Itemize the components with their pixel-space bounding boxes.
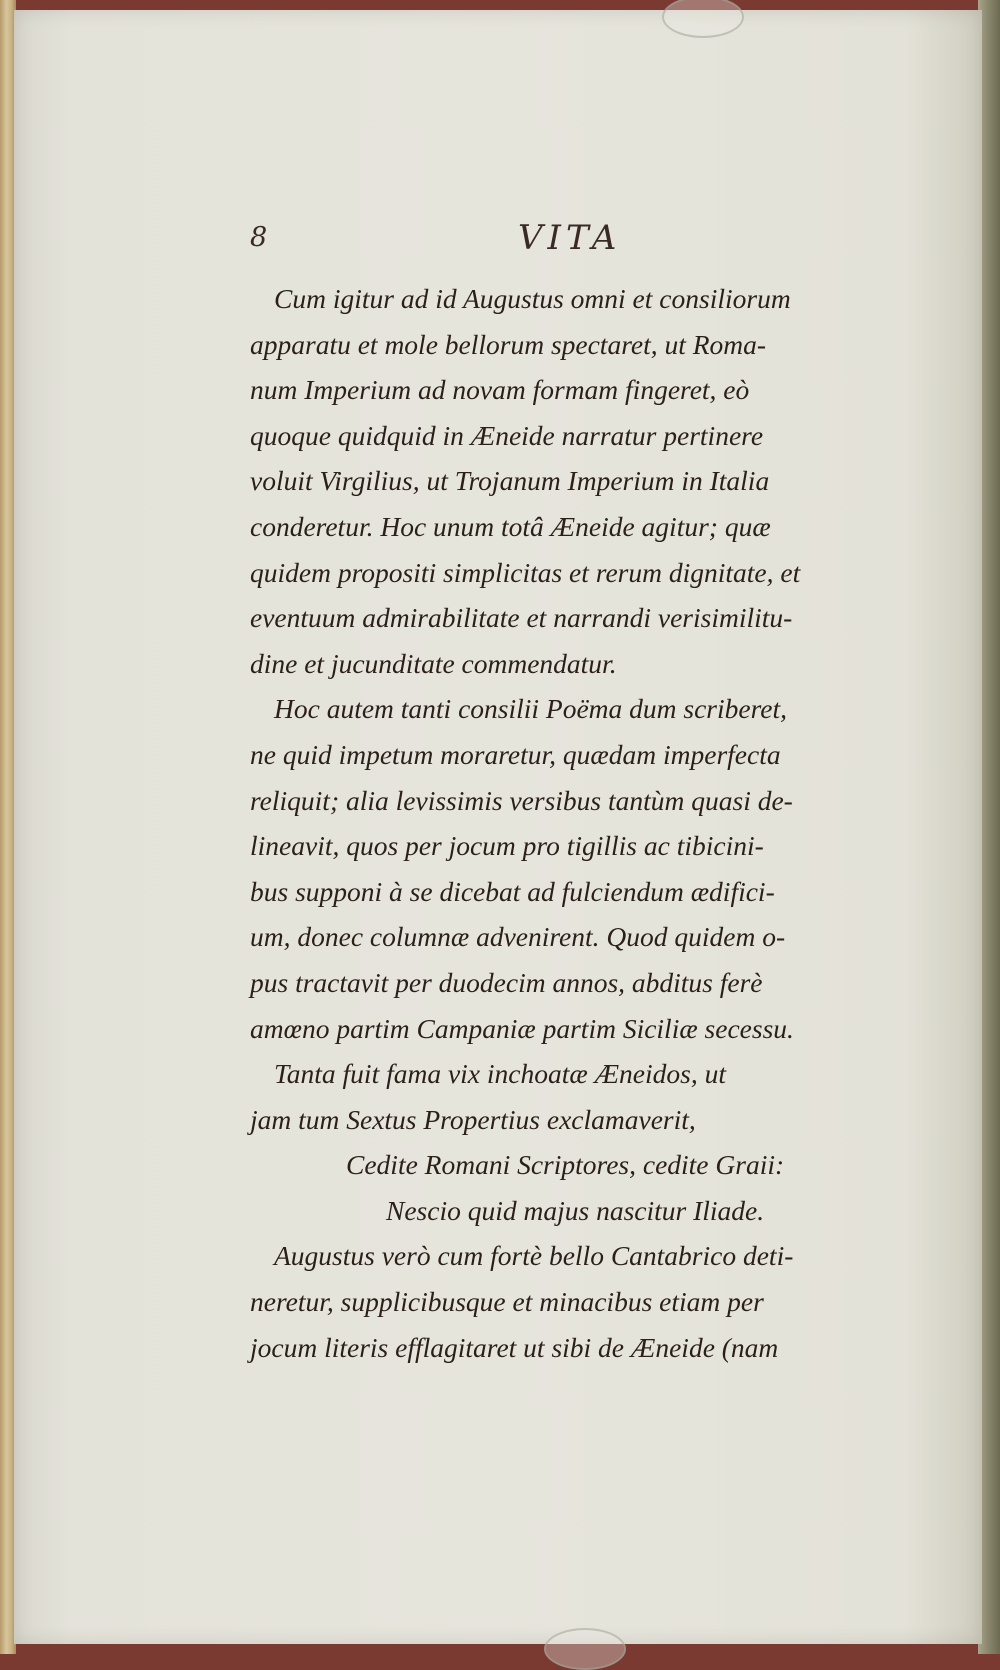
text-line: conderetur. Hoc unum totâ Æneide agitur; quæ [250, 510, 771, 542]
page-clip-top [662, 0, 744, 38]
text-line: jocum literis efflagitaret ut sibi de Æneide (nam [250, 1331, 779, 1363]
text-line: ne quid impetum moraretur, quædam imperfecta [250, 738, 781, 770]
text-line: quoque quidquid in Æneide narratur pertinere [250, 419, 764, 451]
text-line: neretur, supplicibusque et minacibus etiam per [250, 1286, 764, 1318]
text-line: amœno partim Campaniæ partim Siciliæ secessu. [250, 1012, 794, 1044]
text-line: eventuum admirabilitate et narrandi verisimilitu- [250, 602, 793, 634]
text-line: um, donec columnæ advenirent. Quod quidem o- [250, 921, 786, 953]
page-clip-bottom [544, 1628, 626, 1670]
text-line: Hoc autem tanti consilii Poëma dum scriberet, [274, 693, 787, 725]
text-line: bus supponi à se dicebat ad fulciendum ædifici- [250, 875, 775, 907]
text-line: dine et jucunditate commendatur. [250, 647, 617, 679]
text-line: Tanta fuit fama vix inchoatæ Æneidos, ut [274, 1058, 726, 1090]
text-line: num Imperium ad novam formam fingeret, eò [250, 374, 750, 406]
body-text [250, 276, 904, 1370]
text-line: reliquit; alia levissimis versibus tantùm quasi de- [250, 784, 793, 816]
text-line: jam tum Sextus Propertius exclamaverit, [250, 1103, 696, 1135]
verse-line: Cedite Romani Scriptores, cedite Graii: [346, 1149, 785, 1181]
text-line: voluit Virgilius, ut Trojanum Imperium in Italia [250, 465, 770, 497]
text-line: pus tractavit per duodecim annos, abditus ferè [250, 966, 763, 998]
text-line: Augustus verò cum fortè bello Cantabrico deti- [274, 1240, 794, 1272]
page-number: 8 [250, 222, 268, 253]
running-title: VITA [518, 218, 622, 258]
text-line: lineavit, quos per jocum pro tigillis ac tibicini- [250, 830, 764, 862]
text-line: quidem propositi simplicitas et rerum dignitate, et [250, 556, 801, 588]
verse-line: Nescio quid majus nascitur Iliade. [386, 1194, 765, 1226]
page-header [250, 218, 900, 262]
text-line: Cum igitur ad id Augustus omni et consiliorum [274, 283, 791, 314]
text-line: apparatu et mole bellorum spectaret, ut Roma- [250, 328, 767, 360]
